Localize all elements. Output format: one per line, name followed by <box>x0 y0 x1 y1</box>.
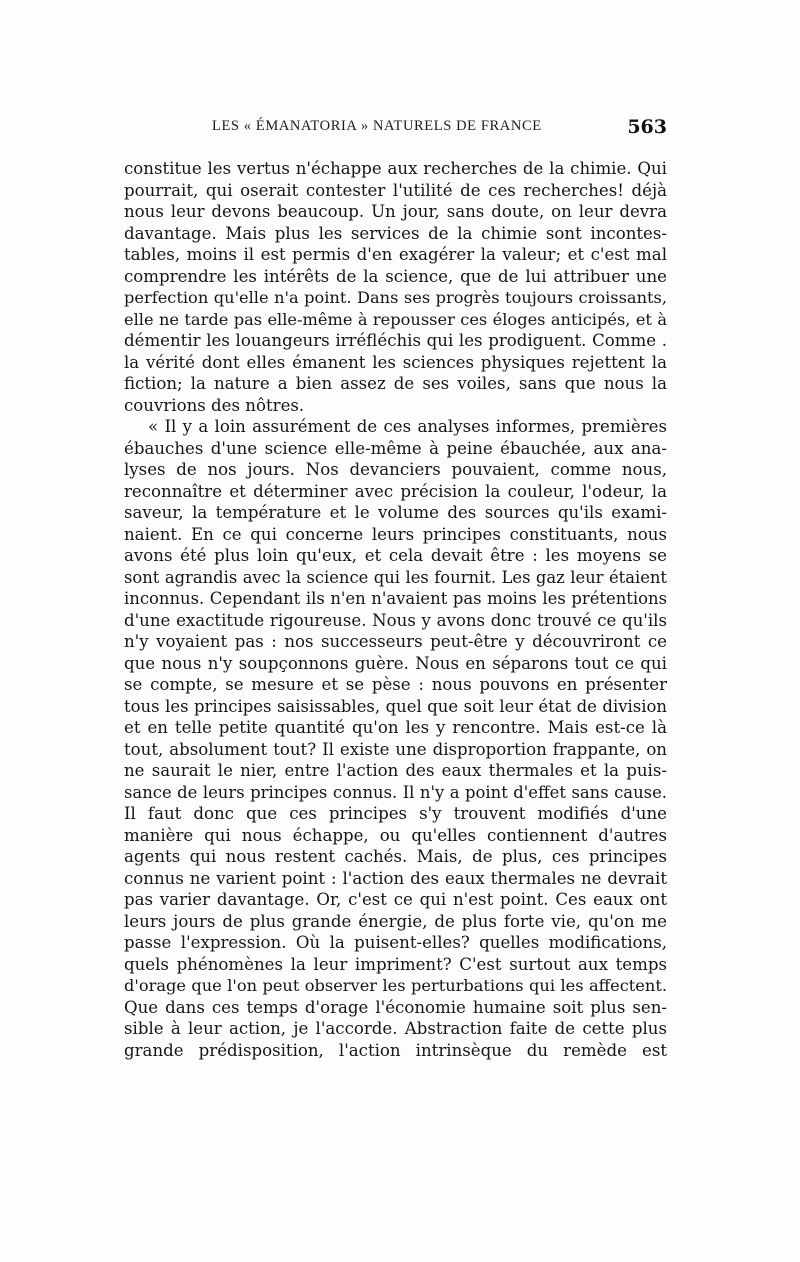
text-line: agents qui nous restent cachés. Mais, de plus, ces principes <box>124 847 667 866</box>
text-line: saveur, la température et le volume des sources qu'ils exami- <box>124 503 667 522</box>
text-line: démentir les louangeurs irréfléchis qui les prodiguent. Comme . <box>124 331 667 350</box>
text-line: perfection qu'elle n'a point. Dans ses progrès toujours croissants, <box>124 288 667 307</box>
text-line: quels phénomènes la leur impriment? C'est surtout aux temps <box>124 954 667 974</box>
text-line: reconnaître et déterminer avec précision la couleur, l'odeur, la <box>124 481 667 501</box>
text-line: leurs jours de plus grande énergie, de plus forte vie, qu'on me <box>124 911 667 931</box>
text-line: sance de leurs principes connus. Il n'y a point d'effet sans cause. <box>124 782 667 802</box>
text-line: la vérité dont elles émanent les sciences physiques rejettent la <box>124 352 667 372</box>
text-line: elle ne tarde pas elle-même à repousser ces éloges anticipés, et à <box>124 309 667 329</box>
text-line: davantage. Mais plus les services de la chimie sont incontes- <box>124 223 667 243</box>
text-line: ne saurait le nier, entre l'action des eaux thermales et la puis- <box>124 761 667 780</box>
text-line: ébauches d'une science elle-même à peine ébauchée, aux ana- <box>124 438 667 458</box>
text-line: sont agrandis avec la science qui les fournit. Les gaz leur étaient <box>124 567 667 587</box>
text-line: et en telle petite quantité qu'on les y rencontre. Mais est-ce là <box>124 718 667 737</box>
text-line: pas varier davantage. Or, c'est ce qui n'est point. Ces eaux ont <box>124 890 667 909</box>
text-line: avons été plus loin qu'eux, et cela devait être : les moyens se <box>124 546 667 565</box>
text-line: Il faut donc que ces principes s'y trouvent modifiés d'une <box>124 804 667 823</box>
text-line: tous les principes saisissables, quel que soit leur état de division <box>124 696 667 716</box>
text-line: que nous n'y soupçonnons guère. Nous en séparons tout ce qui <box>124 653 667 673</box>
text-line: manière qui nous échappe, ou qu'elles contiennent d'autres <box>124 825 667 845</box>
text-line: nous leur devons beaucoup. Un jour, sans doute, on leur devra <box>124 202 667 221</box>
running-title: LES « ÉMANATORIA » NATURELS DE FRANCE <box>212 118 542 134</box>
text-line: constitue les vertus n'échappe aux recherches de la chimie. Qui <box>124 159 667 178</box>
text-line: naient. En ce qui concerne leurs principes constituants, nous <box>124 524 667 544</box>
text-line: comprendre les intérêts de la science, que de lui attribuer une <box>124 266 667 286</box>
page-header <box>212 116 667 140</box>
text-line: fiction; la nature a bien assez de ses voiles, sans que nous la <box>124 374 667 393</box>
text-line: grande prédisposition, l'action intrinsèque du remède est <box>124 1040 667 1060</box>
text-line: d'une exactitude rigoureuse. Nous y avons donc trouvé ce qu'ils <box>124 610 667 630</box>
text-line: tout, absolument tout? Il existe une disproportion frappante, on <box>124 739 667 759</box>
text-line: tables, moins il est permis d'en exagérer la valeur; et c'est mal <box>124 245 667 264</box>
text-line: passe l'expression. Où la puisent-elles? quelles modifications, <box>124 933 667 952</box>
text-line: « Il y a loin assurément de ces analyses informes, premières <box>148 417 667 436</box>
text-line: pourrait, qui oserait contester l'utilité de ces recherches! déjà <box>124 180 667 200</box>
text-line: inconnus. Cependant ils n'en n'avaient pas moins les prétentions <box>124 589 667 608</box>
text-line: Que dans ces temps d'orage l'économie humaine soit plus sen- <box>124 997 667 1017</box>
text-line: lyses de nos jours. Nos devanciers pouvaient, comme nous, <box>124 460 667 479</box>
page-number: 563 <box>627 116 667 138</box>
text-line: connus ne varient point : l'action des eaux thermales ne devrait <box>124 868 667 888</box>
body-text <box>124 158 667 1061</box>
text-line: sible à leur action, je l'accorde. Abstraction faite de cette plus <box>124 1019 667 1038</box>
text-line: couvrions des nôtres. <box>124 395 305 415</box>
text-line: n'y voyaient pas : nos successeurs peut-être y découvriront ce <box>124 632 667 651</box>
text-line: d'orage que l'on peut observer les perturbations qui les affectent. <box>124 976 667 995</box>
text-line: se compte, se mesure et se pèse : nous pouvons en présenter <box>124 675 667 694</box>
